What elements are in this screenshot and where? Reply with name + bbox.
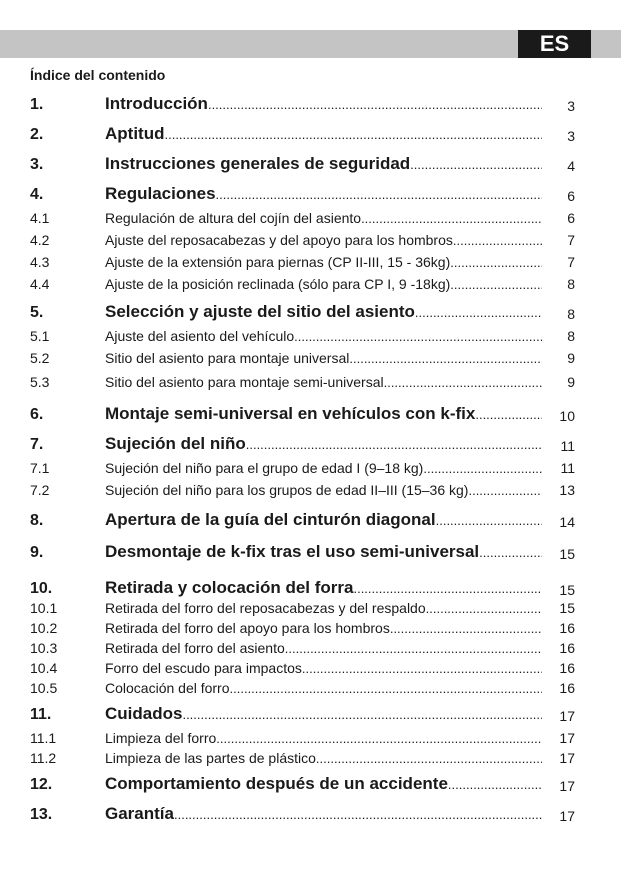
toc-entry xyxy=(30,404,575,426)
toc-entry-title: Apertura de la guía del cinturón diagonal ..... xyxy=(105,510,542,530)
toc-entry-number: 10. xyxy=(30,580,53,597)
toc-entry xyxy=(30,124,575,146)
toc-entry xyxy=(30,324,575,346)
toc-entry-title: Sujeción del niño para el grupo de edad I (9–18 kg) ..... xyxy=(105,460,542,476)
toc-entry-title: Garantía ..... xyxy=(105,804,542,824)
toc-entry xyxy=(30,746,575,768)
toc-entry-number: 4.4 xyxy=(30,276,50,292)
toc-entry-page: 16 xyxy=(559,680,575,696)
toc-entry-number: 4.3 xyxy=(30,254,50,270)
toc-entry-title: Ajuste del reposacabezas y del apoyo para los hombros ..... xyxy=(105,232,542,248)
toc-entry-number: 12. xyxy=(30,776,53,793)
toc-entry-title: Retirada del forro del reposacabezas y del respaldo ..... xyxy=(105,600,542,616)
toc-entry-title: Colocación del forro ..... xyxy=(105,680,542,696)
toc-entry xyxy=(30,346,575,368)
toc-entry-page: 13 xyxy=(559,482,575,498)
toc-entry-number: 10.3 xyxy=(30,640,58,656)
toc-entry xyxy=(30,228,575,250)
toc-entry-page: 14 xyxy=(559,514,575,530)
index-title: Índice del contenido xyxy=(30,67,166,83)
toc-entry-page: 17 xyxy=(559,778,575,794)
toc-entry xyxy=(30,616,575,638)
toc-entry-page: 16 xyxy=(559,640,575,656)
toc-entry-page: 15 xyxy=(559,600,575,616)
toc-entry-title: Sitio del asiento para montaje semi-universal ..... xyxy=(105,374,542,390)
toc-entry-number: 1. xyxy=(30,96,44,113)
toc-entry-number: 7. xyxy=(30,436,44,453)
toc-entry xyxy=(30,596,575,618)
toc-entry-number: 10.2 xyxy=(30,620,58,636)
toc-entry-page: 3 xyxy=(567,98,575,114)
toc-entry xyxy=(30,456,575,478)
toc-entry xyxy=(30,154,575,176)
toc-entry-page: 7 xyxy=(567,232,575,248)
toc-entry-title: Instrucciones generales de seguridad ..... xyxy=(105,154,542,174)
toc-entry xyxy=(30,804,575,826)
toc-entry xyxy=(30,272,575,294)
toc-entry-title: Comportamiento después de un accidente ..... xyxy=(105,774,542,794)
toc-entry-number: 9. xyxy=(30,544,44,561)
toc-entry-number: 3. xyxy=(30,156,44,173)
toc-entry-page: 17 xyxy=(559,730,575,746)
toc-entry xyxy=(30,656,575,678)
toc-entry xyxy=(30,726,575,748)
toc-entry-number: 7.1 xyxy=(30,460,50,476)
toc-entry-title: Limpieza de las partes de plástico ..... xyxy=(105,750,542,766)
toc-entry-page: 16 xyxy=(559,660,575,676)
toc-entry-page: 17 xyxy=(559,708,575,724)
toc-entry-page: 8 xyxy=(567,328,575,344)
toc-entry-title: Forro del escudo para impactos ..... xyxy=(105,660,542,676)
toc-entry-number: 5.1 xyxy=(30,328,50,344)
toc-entry xyxy=(30,206,575,228)
toc-entry-title: Ajuste de la posición reclinada (sólo para CP I, 9 -18kg) ..... xyxy=(105,276,542,292)
toc-entry-page: 6 xyxy=(567,188,575,204)
toc-entry-number: 5.3 xyxy=(30,374,50,390)
toc-entry-number: 11.2 xyxy=(30,750,57,766)
toc-entry-title: Desmontaje de k-fix tras el uso semi-universal ..... xyxy=(105,542,542,562)
toc-entry-title: Regulación de altura del cojín del asiento ..... xyxy=(105,210,542,226)
toc-entry-page: 17 xyxy=(559,750,575,766)
toc-entry xyxy=(30,94,575,116)
toc-entry-title: Ajuste del asiento del vehículo ..... xyxy=(105,328,542,344)
toc-entry-page: 10 xyxy=(559,408,575,424)
toc-entry-title: Montaje semi-universal en vehículos con k-fix ..... xyxy=(105,404,542,424)
toc-entry-number: 10.4 xyxy=(30,660,58,676)
toc-entry-title: Limpieza del forro ..... xyxy=(105,730,542,746)
toc-entry-number: 2. xyxy=(30,126,44,143)
toc-entry xyxy=(30,302,575,324)
toc-entry xyxy=(30,434,575,456)
toc-entry-number: 13. xyxy=(30,806,53,823)
toc-entry-number: 4.1 xyxy=(30,210,50,226)
toc-entry-title: Retirada del forro del asiento ..... xyxy=(105,640,542,656)
toc-entry-title: Introducción ..... xyxy=(105,94,542,114)
toc-entry-title: Retirada y colocación del forra ..... xyxy=(105,578,542,598)
toc-entry-title: Cuidados ..... xyxy=(105,704,542,724)
toc-entry xyxy=(30,636,575,658)
toc-entry-page: 11 xyxy=(560,438,575,454)
toc-entry xyxy=(30,510,575,532)
toc-entry xyxy=(30,184,575,206)
toc-entry-number: 4.2 xyxy=(30,232,50,248)
toc-entry-title: Sujeción del niño ..... xyxy=(105,434,542,454)
toc-entry-number: 10.1 xyxy=(30,600,58,616)
toc-entry-title: Sujeción del niño para los grupos de edad II–III (15–36 kg) ..... xyxy=(105,482,542,498)
toc-entry-page: 7 xyxy=(567,254,575,270)
toc-entry-title: Retirada del forro del apoyo para los hombros ..... xyxy=(105,620,542,636)
toc-entry-number: 7.2 xyxy=(30,482,50,498)
toc-entry-page: 3 xyxy=(567,128,575,144)
toc-entry-number: 5. xyxy=(30,304,44,321)
toc-entry-title: Aptitud ..... xyxy=(105,124,542,144)
toc-entry-page: 6 xyxy=(567,210,575,226)
toc-entry-title: Sitio del asiento para montaje universal ..... xyxy=(105,350,542,366)
toc-entry xyxy=(30,478,575,500)
toc-entry xyxy=(30,676,575,698)
toc-entry-number: 11.1 xyxy=(30,730,57,746)
toc-entry xyxy=(30,704,575,726)
toc-entry xyxy=(30,542,575,564)
toc-entry-title: Ajuste de la extensión para piernas (CP II-III, 15 - 36kg) ..... xyxy=(105,254,542,270)
toc-entry xyxy=(30,370,575,392)
toc-entry-number: 6. xyxy=(30,406,44,423)
toc-entry-page: 17 xyxy=(559,808,575,824)
toc-entry xyxy=(30,250,575,272)
toc-entry-title: Regulaciones ..... xyxy=(105,184,542,204)
toc-entry-number: 5.2 xyxy=(30,350,50,366)
toc-entry-number: 4. xyxy=(30,186,44,203)
toc-entry-page: 9 xyxy=(567,350,575,366)
toc-entry-page: 16 xyxy=(559,620,575,636)
toc-entry-page: 8 xyxy=(567,306,575,322)
toc-entry-page: 15 xyxy=(559,582,575,598)
language-badge: ES xyxy=(518,30,591,58)
toc-entry xyxy=(30,774,575,796)
toc-entry-page: 11 xyxy=(560,460,575,476)
toc-entry-number: 8. xyxy=(30,512,44,529)
toc-entry-page: 9 xyxy=(567,374,575,390)
toc-entry-number: 11. xyxy=(30,706,52,723)
toc-entry-page: 8 xyxy=(567,276,575,292)
toc-entry-title: Selección y ajuste del sitio del asiento ..... xyxy=(105,302,542,322)
toc-entry-number: 10.5 xyxy=(30,680,58,696)
toc-entry-page: 15 xyxy=(559,546,575,562)
toc-entry-page: 4 xyxy=(567,158,575,174)
